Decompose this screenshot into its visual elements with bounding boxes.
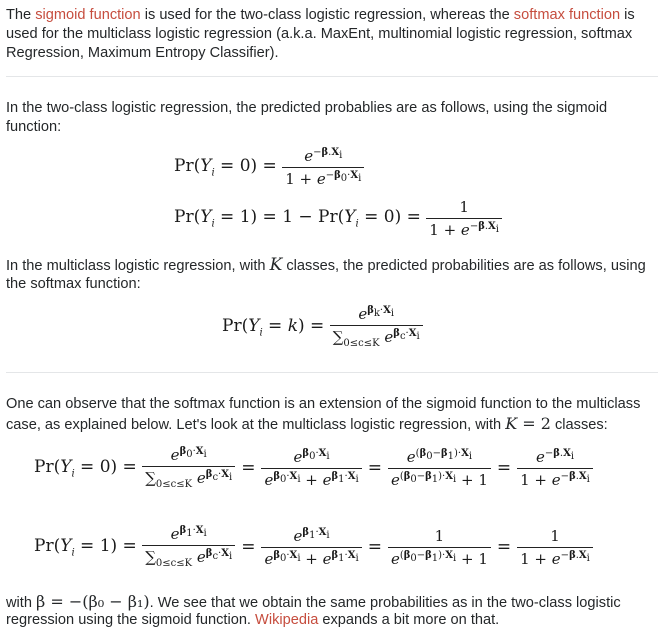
sigmoid-function-link[interactable]: sigmoid function [35, 7, 141, 23]
intro-paragraph-line-2: used for the multiclass logistic regression (a.k.a. MaxEnt, multinomial logistic regression, softmax [6, 26, 633, 42]
intro-paragraph-line-1 [6, 6, 658, 25]
equation-k2-p0: $Pr(Y_i = 0)$ = $\frac{e^{\beta_0\cdot X_i}}{\sum_{0\le c\le K} e^{\beta_c\cdot X_i}}$ = $\frac{e^{\beta_0\cdot X_i}}{e^{\beta_0\cdot X_i} + e^{\beta_1\cdot X_i}}$ = $\frac{e^{(\beta_0-\beta_1)\cdot X_i}}{e^{(\beta_0-\beta_1)\cdot X_i} + 1}$ = $\frac{e^{-\beta.X_i}}{1 + e^{-\beta.X_i}}$ [34, 446, 593, 490]
equation-k2-p1: $Pr(Y_i = 1)$ = $\frac{e^{\beta_1\cdot X_i}}{\sum_{0\le c\le K} e^{\beta_c\cdot X_i}}$ = $\frac{e^{\beta_1\cdot X_i}}{e^{\beta_0\cdot X_i} + e^{\beta_1\cdot X_i}}$ = $\frac{1}{e^{(\beta_0-\beta_1)\cdot X_i} + 1}$ = $\frac{1}{1 + e^{-\beta.X_i}}$ [34, 525, 593, 569]
k-symbol: K [269, 256, 283, 275]
extension-paragraph-line-1: One can observe that the softmax function is an extension of the sigmoid function to the multiclass [6, 396, 641, 412]
equation-lhs: $Pr(Y_i = k)$ = [222, 315, 325, 339]
equation-fraction: $\frac{e^{\beta_0\cdot X_i}}{\sum_{0\le c\le K} e^{\beta_c\cdot X_i}}$ [142, 446, 235, 490]
equation-lhs: $Pr(Y_i = 1)$ = [34, 535, 137, 559]
multiclass-text: In the multiclass logistic regression, with [6, 258, 270, 274]
equation-lhs: $Pr(Y_i = 0)$ = [34, 456, 137, 480]
intro-text: is [620, 7, 635, 23]
wikipedia-link[interactable]: Wikipedia [255, 612, 319, 628]
two-class-paragraph-line-1: In the two-class logistic regression, the predicted probablies are as follows, using the sigmoid [6, 100, 608, 116]
extension-paragraph-line-2 [6, 414, 658, 435]
equation-fraction: $\frac{e^{-\beta.X_i}}{1 + e^{-\beta_0\cdot X_i}}$ [282, 147, 364, 188]
k-equals-2: K = 2 [505, 414, 551, 433]
softmax-function-link[interactable]: softmax function [513, 7, 621, 23]
divider [6, 372, 658, 373]
equation-fraction: $\frac{e^{\beta_0\cdot X_i}}{e^{\beta_0\cdot X_i} + e^{\beta_1\cdot X_i}}$ [261, 448, 361, 489]
intro-text: is used for the two-class logistic regression, whereas the [140, 7, 514, 23]
conclusion-text: with [6, 595, 37, 611]
equation-fraction: $\frac{e^{\beta_k\cdot X_i}}{\sum_{0\le c\le K} e^{\beta_c\cdot X_i}}$ [330, 305, 423, 349]
equation-fraction: $\frac{1}{1 + e^{-\beta.X_i}}$ [517, 527, 593, 568]
equation-softmax [222, 305, 423, 349]
conclusion-paragraph-line-1 [6, 592, 658, 613]
equation-fraction: $\frac{e^{-\beta.X_i}}{1 + e^{-\beta.X_i}}$ [517, 448, 593, 489]
beta-definition: β = −(β₀ − β₁) [36, 592, 150, 611]
equation-lhs: $Pr(Y_i = 0)$ = [174, 156, 277, 179]
equation-sigmoid-p1 [174, 198, 502, 239]
two-class-paragraph-line-2: function: [6, 119, 62, 135]
extension-text: classes: [550, 417, 608, 433]
multiclass-paragraph-line-2: the softmax function: [6, 276, 141, 292]
equation-fraction: $\frac{e^{\beta_1\cdot X_i}}{e^{\beta_0\cdot X_i} + e^{\beta_1\cdot X_i}}$ [261, 527, 361, 568]
equation-fraction: $\frac{1}{1 + e^{-\beta.X_i}}$ [426, 198, 502, 239]
conclusion-text: . We see that we obtain the same probabilities as in the two-class logistic [149, 595, 621, 611]
multiclass-paragraph-line-1 [6, 256, 658, 276]
conclusion-paragraph-line-2 [6, 611, 658, 630]
equation-fraction: $\frac{1}{e^{(\beta_0-\beta_1)\cdot X_i} + 1}$ [388, 527, 491, 568]
divider [6, 76, 658, 77]
intro-paragraph-line-3: Regression, Maximum Entropy Classifier). [6, 45, 279, 61]
conclusion-text: regression using the sigmoid function. [6, 612, 256, 628]
equation-lhs: $Pr(Y_i = 1) = 1 - Pr(Y_i = 0)$ = [174, 207, 421, 230]
conclusion-text: expands a bit more on that. [318, 612, 500, 628]
equation-fraction: $\frac{e^{\beta_1\cdot X_i}}{\sum_{0\le c\le K} e^{\beta_c\cdot X_i}}$ [142, 525, 235, 569]
intro-text: The [6, 7, 36, 23]
equation-sigmoid-p0 [174, 147, 364, 188]
multiclass-text: classes, the predicted probabilities are as follows, using [282, 258, 646, 274]
equation-fraction: $\frac{e^{(\beta_0-\beta_1)\cdot X_i}}{e^{(\beta_0-\beta_1)\cdot X_i} + 1}$ [388, 448, 491, 489]
extension-text: case, as explained below. Let's look at the multiclass logistic regression, with [6, 417, 506, 433]
